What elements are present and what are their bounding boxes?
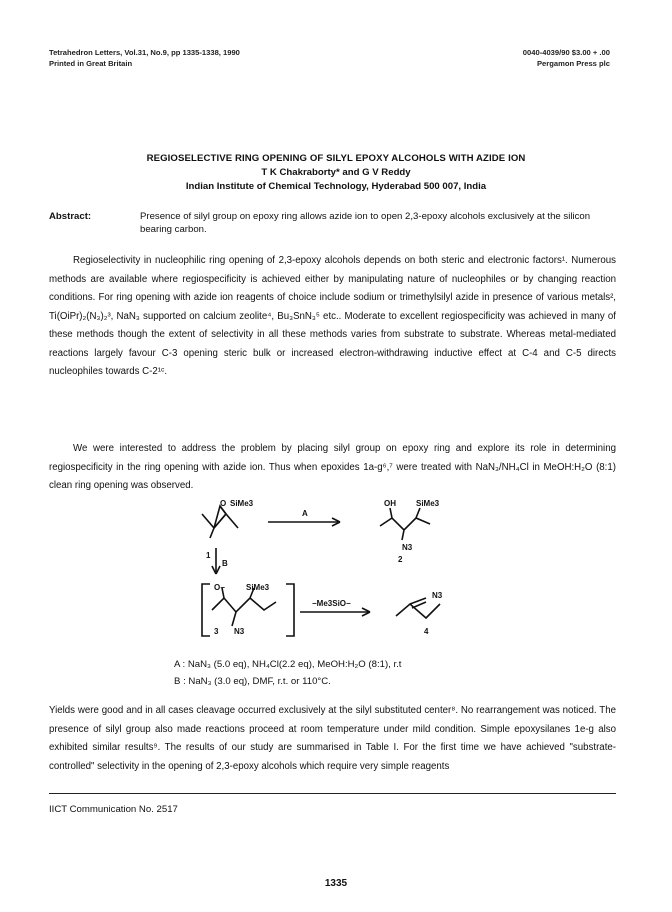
label-elim: −Me3SiO− [312,599,351,608]
reaction-scheme [180,494,480,654]
label-n3-3: N3 [234,627,245,636]
journal-header-left [49,47,240,69]
condition-a: A : NaN₃ (5.0 eq), NH₄Cl(2.2 eq), MeOH:H₂O (8:1), r.t [174,659,402,670]
journal-citation: Tetrahedron Letters, Vol.31, No.9, pp 1335-1338, 1990 [49,48,240,57]
label-o-minus: O− [214,583,225,592]
compound-4-structure [396,598,440,618]
label-compound-4: 4 [424,627,429,636]
abstract [49,210,614,236]
journal-header-right [523,47,610,69]
label-a: A [302,509,308,518]
issn-price: 0040-4039/90 $3.00 + .00 [522,48,610,57]
label-sime3-2: SiMe3 [416,499,440,508]
footnote: IICT Communication No. 2517 [49,804,178,815]
label-sime3-1: SiMe3 [230,499,254,508]
abstract-text: Presence of silyl group on epoxy ring allows azide ion to open 2,3-epoxy alcohols exclusively at the silicon bearing carbon. [140,211,591,235]
paragraph-1: Regioselectivity in nucleophilic ring opening of 2,3-epoxy alcohols depends on both steric and electronic factors¹. Numerous methods are available where regiospecificity is achieved either by manipulating nature of nucleophiles or by changing reaction conditions. For ring opening with azide ion reagents of choice include sodium or trimethylsilyl azide in presence of various metals², Ti(OiPr)₂(N₃)₂³, NaN₃ supported on calcium zeolite⁴, Bu₃SnN₃⁵ etc.. Moderate to excellent regiospecificity was achieved in many of these methods though the extent of selectivity in all these methods varies from substrate to substrate. Whereas metal-mediated reactions largely favour C-3 opening steric bulk or increased electron-withdrawing inductive effect at C-4 and C-5 directs nucleophiles towards C-2¹ᶜ. [49,255,616,377]
condition-b: B : NaN₃ (3.0 eq), DMF, r.t. or 110°C. [174,676,331,687]
bracket-left [202,584,210,636]
label-n3-4: N3 [432,591,443,600]
label-compound-3: 3 [214,627,219,636]
paper-title: REGIOSELECTIVE RING OPENING OF SILYL EPOXY ALCOHOLS WITH AZIDE ION [146,153,526,164]
printed-in: Printed in Great Britain [49,59,133,68]
paragraph-2: We were interested to address the problem by placing silyl group on epoxy ring and explore its role in determining regiospecificity in the ring opening with azide ion. Thus when epoxides 1a-g⁶,⁷ were treated with NaN₃/NH₄Cl in MeOH:H₂O (8:1) clean ring opening was observed. [49,443,616,491]
label-oh: OH [384,499,396,508]
compound-2-structure [380,508,430,540]
label-compound-2: 2 [398,555,403,564]
authors: T K Chakraborty* and G V Reddy [261,167,411,178]
bracket-right [286,584,294,636]
publisher: Pergamon Press plc [536,59,610,68]
label-b: B [222,559,228,568]
paragraph-3: Yields were good and in all cases cleavage occurred exclusively at the silyl substituted center⁸. No rearrangement was noticed. The presence of silyl group also made reactions proceed at room temperature under mild condition. Simple epoxysilanes 1e-g also exhibited similar results⁹. The results of our study are summarised in Table I. For the first time we have achieved "substrate-controlled" selectivity in the opening of 2,3-epoxy alcohols which require very simple reagents [49,705,616,772]
abstract-label: Abstract: [49,211,92,222]
footnote-divider [49,793,616,794]
affiliation: Indian Institute of Chemical Technology, Hyderabad 500 007, India [185,181,487,192]
label-sime3-3: SiMe3 [246,583,270,592]
label-compound-1: 1 [206,551,211,560]
page-number: 1335 [324,878,348,889]
label-o: O [220,499,227,508]
label-n3-2: N3 [402,543,413,552]
compound-3-structure [212,588,276,626]
